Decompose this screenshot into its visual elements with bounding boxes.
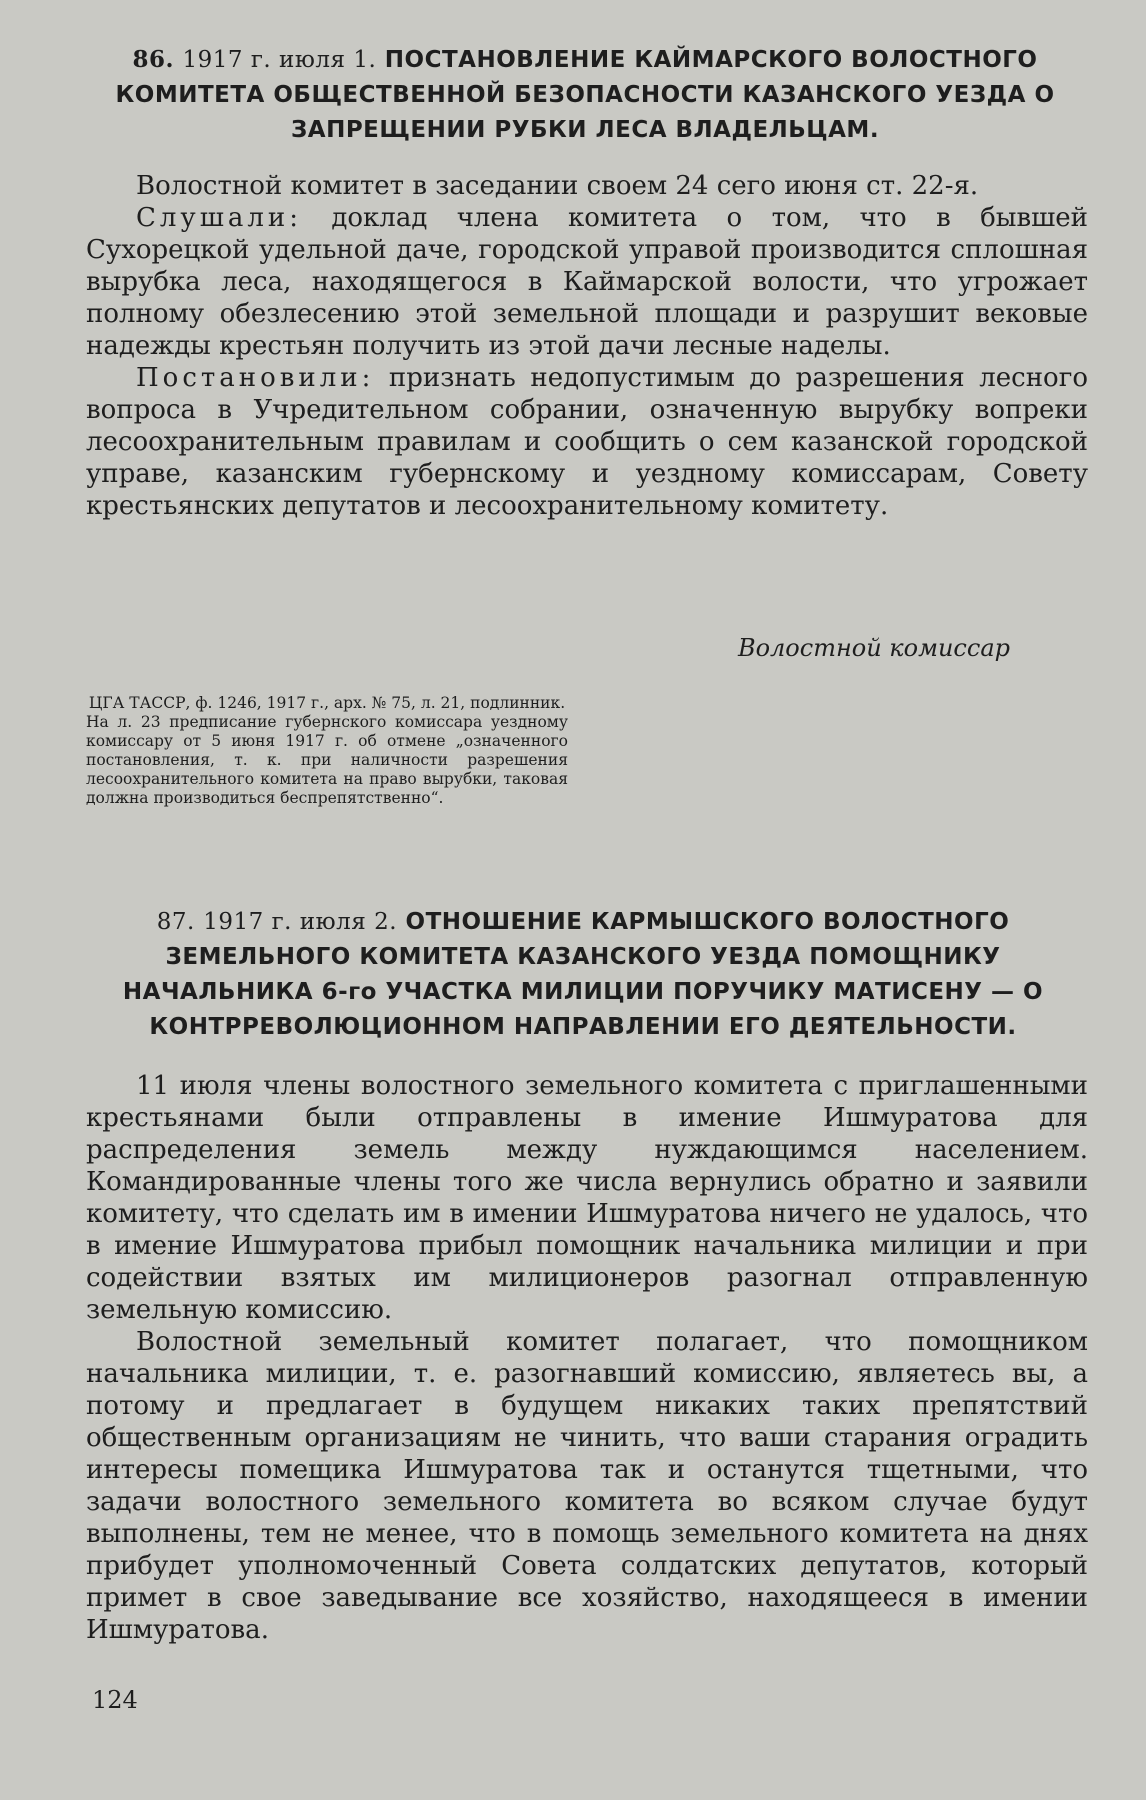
doc86-heard-label: Слушали: [136, 203, 302, 233]
page-number: 124 [92, 1686, 138, 1714]
doc87-heading [88, 905, 1078, 1045]
doc86-resolved-text: признать недопустимым до разрешения лесного вопроса в Учредительном собрании, означенную вырубку вопреки лесоохранительным правилам и сообщить о сем казанской городской управе, казанским губернскому и уездному комиссарам, Совету крестьянских депутатов и лесоохранительному комитету. [86, 363, 1088, 521]
doc86-number: 86. [132, 46, 175, 73]
doc86-paragraph-3 [86, 362, 1088, 522]
doc86-resolved-label: Постановили: [136, 363, 375, 393]
doc86-archive-note: На л. 23 предписание губернского комиссара уездному комиссару от 5 июня 1917 г. об отмене „означенного постановления, т. к. при наличности разрешения лесоохранительного комитета на право вырубки, таковая должна производиться беспрепятственно“. [86, 713, 568, 807]
doc87-paragraph-1: 11 июля члены волостного земельного комитета с приглашенными крестьянами были отправлены в имение Ишмуратова для распределения земель между нуждающимся населением. Командированные члены того же числа вернулись обратно и заявили комитету, что сделать им в имении Ишмуратова ничего не удалось, что в имение Ишмуратова прибыл помощник начальника милиции и при содействии взятых им милиционеров разогнал отправленную земельную комиссию. [86, 1071, 1088, 1325]
doc86-heard-text: доклад члена комитета о том, что в бывшей Сухорецкой удельной даче, городской управой производится сплошная вырубка леса, находящегося в Каймарской волости, что угрожает полному обезлесению этой земельной площади и разрушит вековые надежды крестьян получить из этой дачи лесные наделы. [86, 203, 1088, 361]
doc86-paragraph-1: Волостной комитет в заседании своем 24 сего июня ст. 22-я. [136, 171, 979, 201]
doc86-signature: Волостной комиссар [737, 634, 1010, 662]
doc86-heading [95, 42, 1075, 148]
doc86-title: ПОСТАНОВЛЕНИЕ КАЙМАРСКОГО ВОЛОСТНОГО КОМИТЕТА ОБЩЕСТВЕННОЙ БЕЗОПАСНОСТИ КАЗАНСКОГО УЕЗДА О ЗАПРЕЩЕНИИ РУБКИ ЛЕСА ВЛАДЕЛЬЦАМ. [115, 47, 1055, 143]
doc87-paragraph-2: Волостной земельный комитет полагает, что помощником начальника милиции, т. е. разогнавший комиссию, являетесь вы, а потому и предлагает в будущем никаких таких препятствий общественным организациям не чинить, что ваши старания оградить интересы помещика Ишмуратова так и останутся тщетными, что задачи волостного земельного комитета во всяком случае будут выполнены, тем не менее, что в помощь земельного комитета на днях прибудет уполномоченный Совета солдатских депутатов, который примет в свое заведывание все хозяйство, находящееся в имении Ишмуратова. [86, 1327, 1088, 1645]
doc87-body [86, 1070, 1088, 1646]
doc86-paragraph-2 [86, 202, 1088, 362]
doc86-archive-source: ЦГА ТАССР, ф. 1246, 1917 г., арх. № 75, л. 21, подлинник. [88, 694, 566, 712]
doc87-number: 87. [156, 909, 195, 935]
doc87-title: ОТНОШЕНИЕ КАРМЫШСКОГО ВОЛОСТНОГО ЗЕМЕЛЬНОГО КОМИТЕТА КАЗАНСКОГО УЕЗДА ПОМОЩНИКУ НАЧАЛЬНИКА 6-го УЧАСТКА МИЛИЦИИ ПОРУЧИКУ МАТИСЕНУ — О КОНТРРЕВОЛЮЦИОННОМ НАПРАВЛЕНИИ ЕГО ДЕЯТЕЛЬНОСТИ. [122, 909, 1044, 1040]
doc86-date: 1917 г. июля 1. [182, 47, 377, 73]
doc86-archive-reference [86, 694, 568, 808]
doc87-date: 1917 г. июля 2. [203, 909, 398, 935]
doc86-body [86, 170, 1088, 522]
